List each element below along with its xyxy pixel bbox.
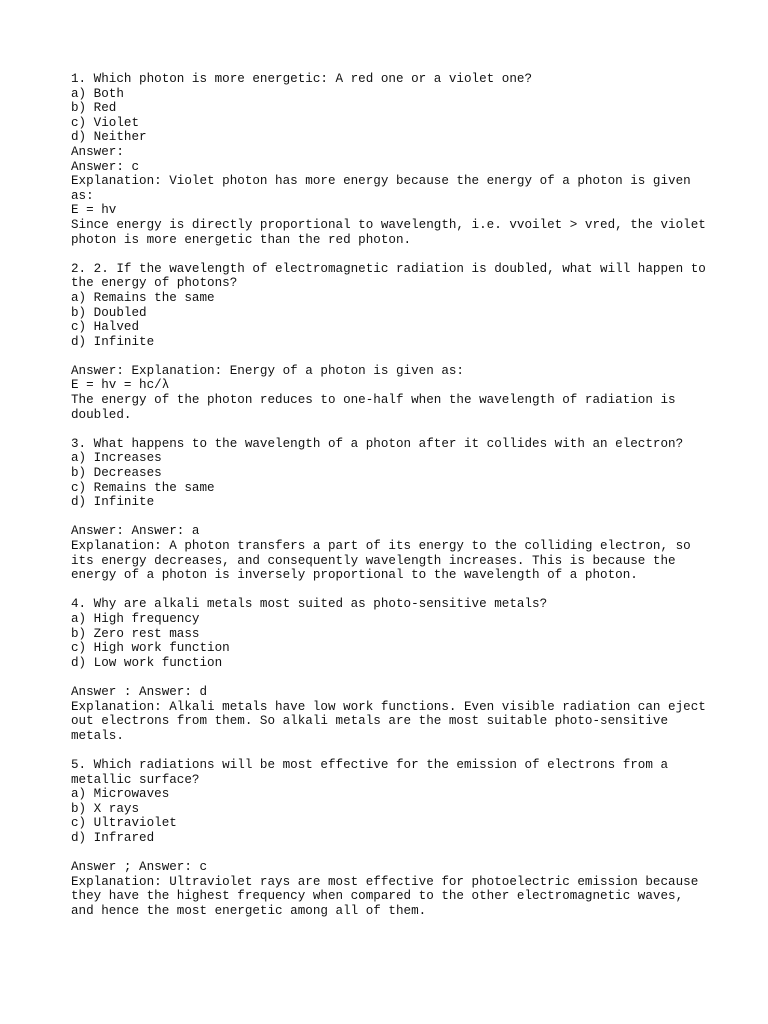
option-d: d) Low work function: [71, 655, 223, 670]
option-a: a) Increases: [71, 451, 162, 466]
option-b: b) X rays: [71, 801, 140, 816]
answer-label: Answer:: [71, 144, 124, 159]
question-block-2: [71, 261, 714, 423]
explanation-text: Explanation: Alkali metals have low work functions. Even visible radiation can eject out electrons from them. So alkali metals are the most suitable photo-sensitive metals.: [71, 699, 714, 743]
answer-text: Answer: c: [71, 159, 140, 174]
spacer: [71, 670, 711, 685]
explanation-text: The energy of the photon reduces to one-half when the wavelength of radiation is doubled.: [71, 393, 684, 422]
question-text: 2. 2. If the wavelength of electromagnetic radiation is doubled, what will happen to the energy of photons?: [71, 261, 714, 291]
question-text: 5. Which radiations will be most effective for the emission of electrons from a metallic surface?: [71, 757, 676, 787]
spacer: [71, 510, 711, 525]
explanation-text: Explanation: Ultraviolet rays are most effective for photoelectric emission because they have the highest frequency when compared to the other electromagnetic waves, and hence the most energetic among all of them.: [71, 874, 706, 918]
explanation-continued: Since energy is directly proportional to wavelength, i.e. vvoilet > vred, the violet photon is more energetic than the red photon.: [71, 217, 714, 247]
explanation-text: Explanation: A photon transfers a part of its energy to the colliding electron, so its energy decreases, and consequently wavelength increases. This is because the energy of a photon is inversely proportional to the wavelength of a photon.: [71, 539, 699, 583]
question-text: 4. Why are alkali metals most suited as photo-sensitive metals?: [71, 597, 548, 612]
option-c: c) Violet: [71, 115, 140, 130]
formula-text: E = hv = hc/λ: [71, 378, 170, 393]
option-d: d) Neither: [71, 130, 147, 145]
formula-text: E = hv: [71, 203, 117, 218]
option-d: d) Infrared: [71, 830, 155, 845]
option-d: d) Infinite: [71, 334, 155, 349]
option-a: a) Both: [71, 86, 124, 101]
question-block-4: [71, 597, 714, 743]
question-block-3: [71, 437, 711, 583]
option-a: a) High frequency: [71, 611, 200, 626]
answer-text: Answer ; Answer: c: [71, 860, 208, 875]
option-c: c) High work function: [71, 641, 230, 656]
option-b: b) Red: [71, 101, 117, 116]
spacer: [71, 845, 711, 860]
question-text: 3. What happens to the wavelength of a photon after it collides with an electron?: [71, 436, 684, 451]
question-text: 1. Which photon is more energetic: A red one or a violet one?: [71, 72, 533, 86]
option-a: a) Microwaves: [71, 787, 170, 802]
question-block-5: [71, 758, 711, 919]
document-page: [71, 72, 714, 933]
option-b: b) Zero rest mass: [71, 626, 200, 641]
spacer: [71, 349, 711, 364]
explanation-text: Explanation: Violet photon has more energy because the energy of a photon is given as:: [71, 174, 699, 203]
answer-text: Answer : Answer: d: [71, 684, 208, 699]
question-block-1: [71, 72, 714, 247]
option-c: c) Halved: [71, 320, 140, 335]
option-c: c) Ultraviolet: [71, 816, 177, 831]
option-b: b) Decreases: [71, 466, 162, 481]
option-b: b) Doubled: [71, 305, 147, 320]
option-c: c) Remains the same: [71, 480, 215, 495]
answer-text: Answer: Answer: a: [71, 524, 200, 539]
option-a: a) Remains the same: [71, 290, 215, 305]
answer-text: Answer: Explanation: Energy of a photon is given as:: [71, 363, 464, 378]
option-d: d) Infinite: [71, 495, 155, 510]
